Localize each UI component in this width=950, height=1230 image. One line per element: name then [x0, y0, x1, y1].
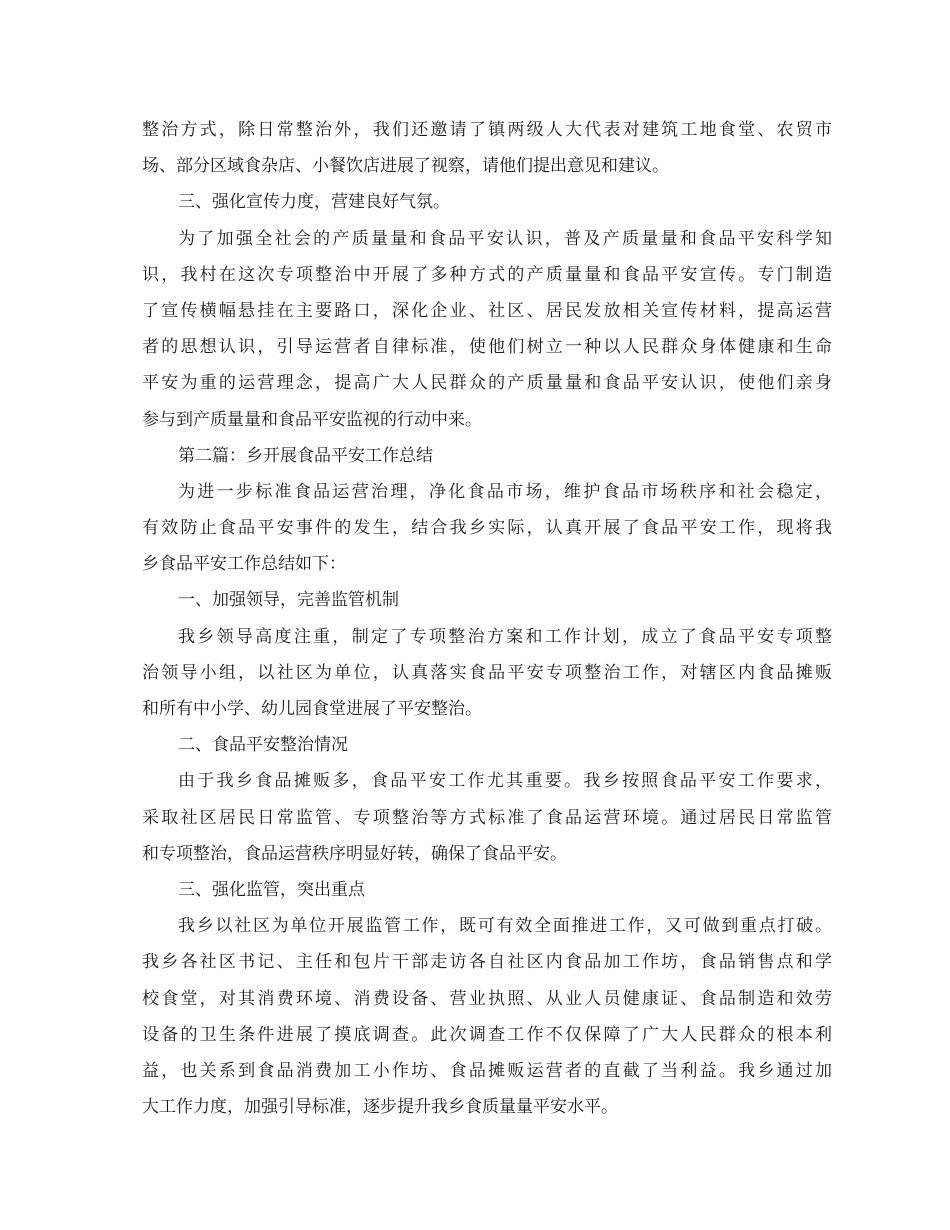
- paragraph-line: 益，也关系到食品消费加工小作坊、食品摊贩运营者的直截了当利益。我乡通过加: [142, 1060, 832, 1081]
- paragraph-line: 乡食品平安工作总结如下：: [142, 554, 346, 575]
- paragraph-first-line: 我乡领导高度注重，制定了专项整治方案和工作计划，成立了食品平安专项整: [178, 626, 832, 647]
- paragraph-line: 了宣传横幅悬挂在主要路口，深化企业、社区、居民发放相关宣传材料，提高运营: [142, 300, 832, 321]
- paragraph-line: 和专项整治，食品运营秩序明显好转，确保了食品平安。: [142, 843, 567, 864]
- paragraph-first-line: 为进一步标准食品运营治理，净化食品市场，维护食品市场秩序和社会稳定，: [178, 481, 832, 502]
- paragraph-line: 采取社区居民日常监管、专项整治等方式标准了食品运营环境。通过居民日常监管: [142, 807, 832, 828]
- paragraph-first-line: 为了加强全社会的产质量量和食品平安认识，普及产质量量和食品平安科学知: [178, 228, 832, 249]
- paragraph-line: 场、部分区域食杂店、小餐饮店进展了视察，请他们提出意见和建议。: [142, 156, 669, 177]
- paragraph-line: 治领导小组，以社区为单位，认真落实食品平安专项整治工作，对辖区内食品摊贩: [142, 662, 832, 683]
- paragraph-first-line: 三、强化宣传力度，营建良好气氛。: [178, 192, 450, 213]
- paragraph-line: 者的思想认识，引导运营者自律标准，使他们树立一种以人民群众身体健康和生命: [142, 337, 832, 358]
- paragraph-first-line: 三、强化监管，突出重点: [178, 879, 365, 900]
- paragraph-line: 有效防止食品平安事件的发生，结合我乡实际，认真开展了食品平安工作，现将我: [142, 518, 832, 539]
- paragraph-first-line: 我乡以社区为单位开展监管工作，既可有效全面推进工作，又可做到重点打破。: [178, 916, 832, 937]
- paragraph-first-line: 二、食品平安整治情况: [178, 735, 348, 756]
- paragraph-line: 参与到产质量量和食品平安监视的行动中来。: [142, 409, 482, 430]
- paragraph-first-line: 一、加强领导，完善监管机制: [178, 590, 399, 611]
- paragraph-line: 我乡各社区书记、主任和包片干部走访各自社区内食品加工作坊，食品销售点和学: [142, 952, 832, 973]
- paragraph-line: 和所有中小学、幼儿园食堂进展了平安整治。: [142, 699, 482, 719]
- body-text: [142, 112, 832, 1125]
- paragraph-line: 平安为重的运营理念，提高广大人民群众的产质量量和食品平安认识，使他们亲身: [142, 373, 832, 394]
- paragraph-first-line: 由于我乡食品摊贩多，食品平安工作尤其重要。我乡按照食品平安工作要求，: [178, 771, 832, 792]
- paragraph-line: 校食堂，对其消费环境、消费设备、营业执照、从业人员健康证、食品制造和效劳: [142, 988, 832, 1009]
- paragraph-line: 识，我村在这次专项整治中开展了多种方式的产质量量和食品平安宣传。专门制造: [142, 264, 832, 285]
- paragraph-line: 设备的卫生条件进展了摸底调查。此次调查工作不仅保障了广大人民群众的根本利: [142, 1024, 832, 1045]
- paragraph-line: 整治方式，除日常整治外，我们还邀请了镇两级人大代表对建筑工地食堂、农贸市: [142, 120, 832, 140]
- paragraph-first-line: 第二篇：乡开展食品平安工作总结: [178, 445, 433, 466]
- paragraph-line: 大工作力度，加强引导标准，逐步提升我乡食质量量平安水平。: [142, 1097, 618, 1118]
